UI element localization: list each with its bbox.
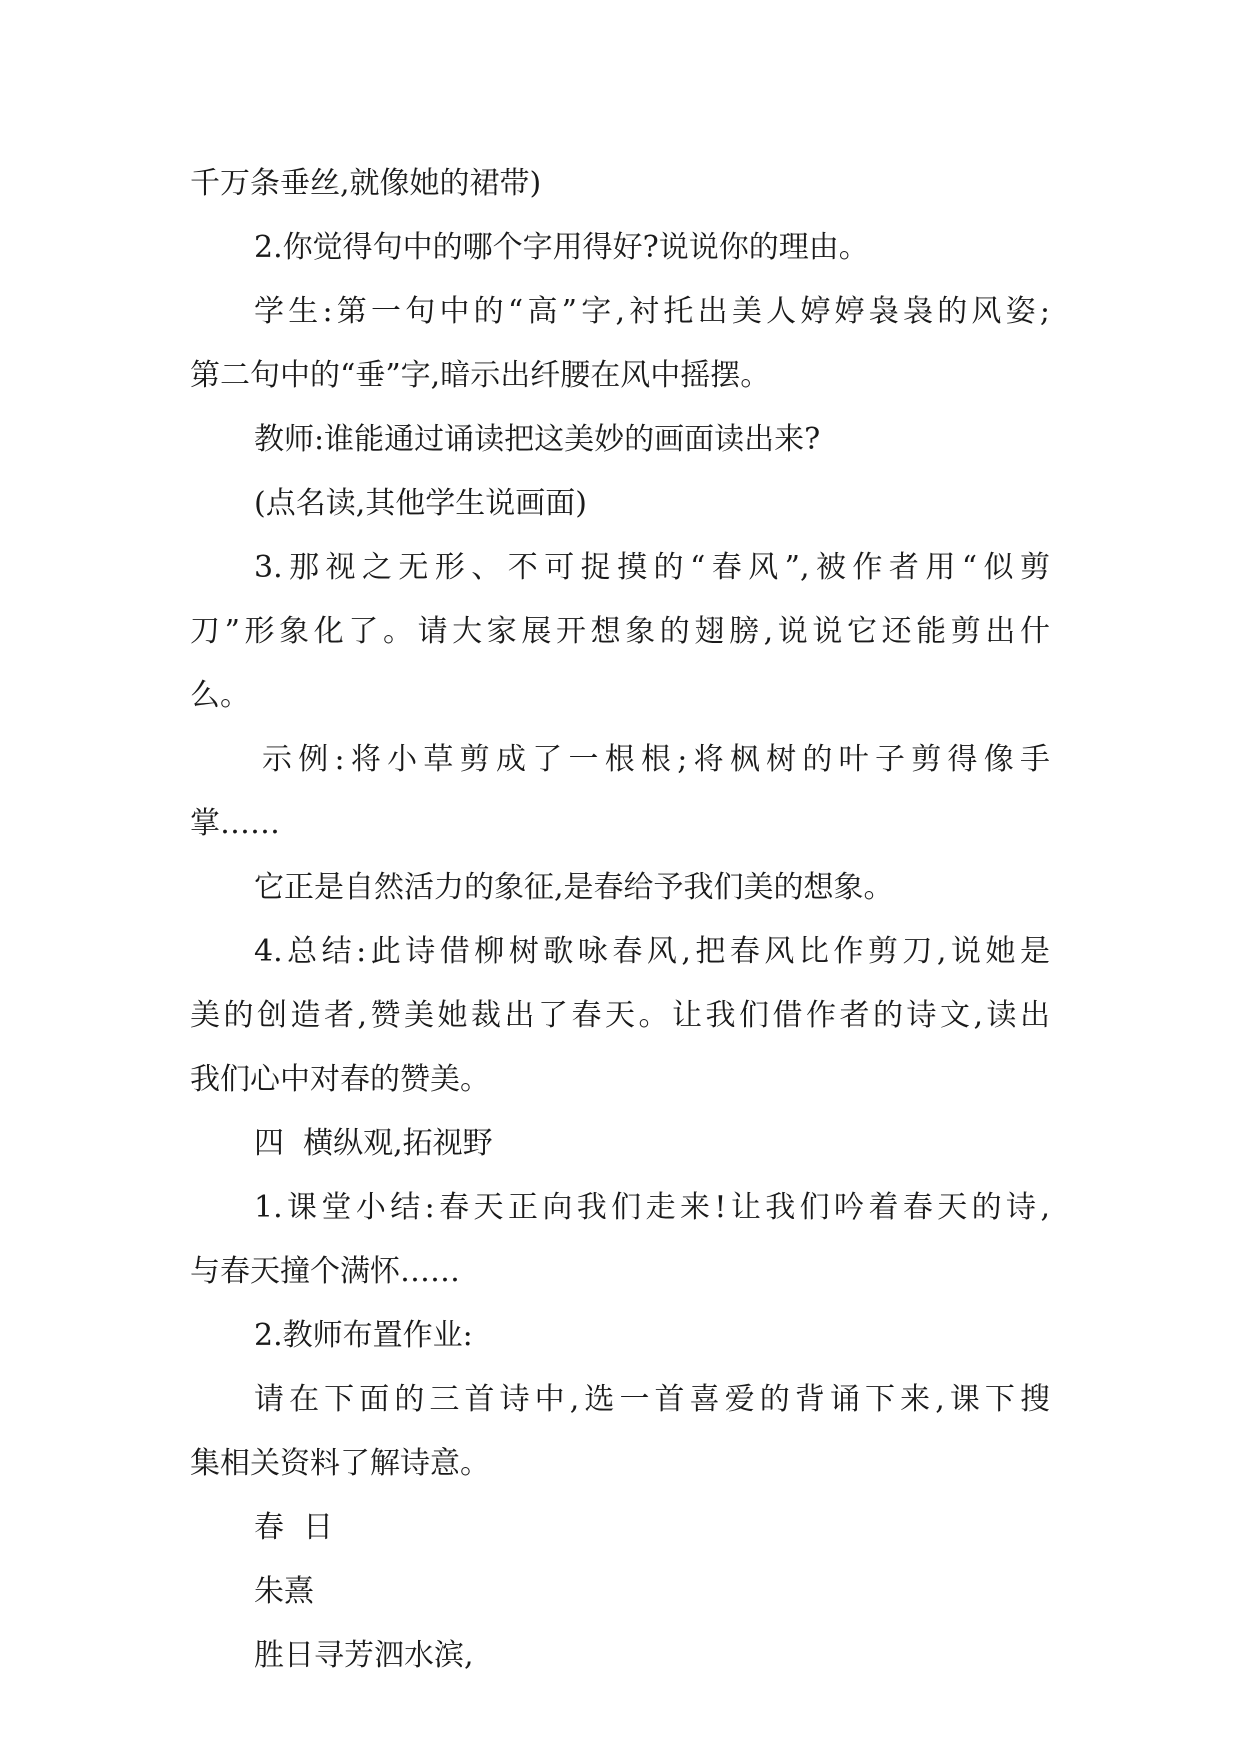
example-line: 示例:将小草剪成了一根根;将枫树的叶子剪得像手 bbox=[262, 742, 1050, 777]
poem-author: 朱熹 bbox=[254, 1574, 314, 1609]
student-answer-line: 学生:第一句中的“高”字,衬托出美人婷婷袅袅的风姿; bbox=[254, 294, 1050, 329]
summary-line: 美的创造者,赞美她裁出了春天。让我们借作者的诗文,读出 bbox=[190, 998, 1050, 1033]
question-2-line: 2.你觉得句中的哪个字用得好?说说你的理由。 bbox=[254, 230, 869, 265]
note-line: (点名读,其他学生说画面) bbox=[254, 486, 587, 521]
student-answer-line: 第二句中的“垂”字,暗示出纤腰在风中摇摆。 bbox=[190, 358, 771, 393]
paragraph-line: 它正是自然活力的象征,是春给予我们美的想象。 bbox=[254, 870, 894, 905]
homework-line: 集相关资料了解诗意。 bbox=[190, 1446, 490, 1481]
poem-title: 春 日 bbox=[254, 1510, 334, 1545]
homework-line: 请在下面的三首诗中,选一首喜爱的背诵下来,课下搜 bbox=[254, 1382, 1050, 1417]
question-3-line: 么。 bbox=[190, 678, 250, 713]
poem-line: 胜日寻芳泗水滨, bbox=[254, 1638, 474, 1673]
summary-line: 我们心中对春的赞美。 bbox=[190, 1062, 490, 1097]
question-3-line: 刀”形象化了。请大家展开想象的翅膀,说说它还能剪出什 bbox=[190, 614, 1050, 649]
teacher-line: 教师:谁能通过诵读把这美妙的画面读出来? bbox=[254, 422, 821, 457]
example-line: 掌…… bbox=[190, 806, 280, 841]
section-heading: 四 横纵观,拓视野 bbox=[254, 1126, 493, 1161]
paragraph-line: 千万条垂丝,就像她的裙带) bbox=[190, 166, 542, 201]
class-summary-line: 1.课堂小结:春天正向我们走来!让我们吟着春天的诗, bbox=[254, 1190, 1050, 1225]
question-3-line: 3.那视之无形、不可捉摸的“春风”,被作者用“似剪 bbox=[254, 550, 1050, 585]
summary-line: 4.总结:此诗借柳树歌咏春风,把春风比作剪刀,说她是 bbox=[254, 934, 1050, 969]
homework-heading: 2.教师布置作业: bbox=[254, 1318, 473, 1353]
class-summary-line: 与春天撞个满怀…… bbox=[190, 1254, 460, 1289]
